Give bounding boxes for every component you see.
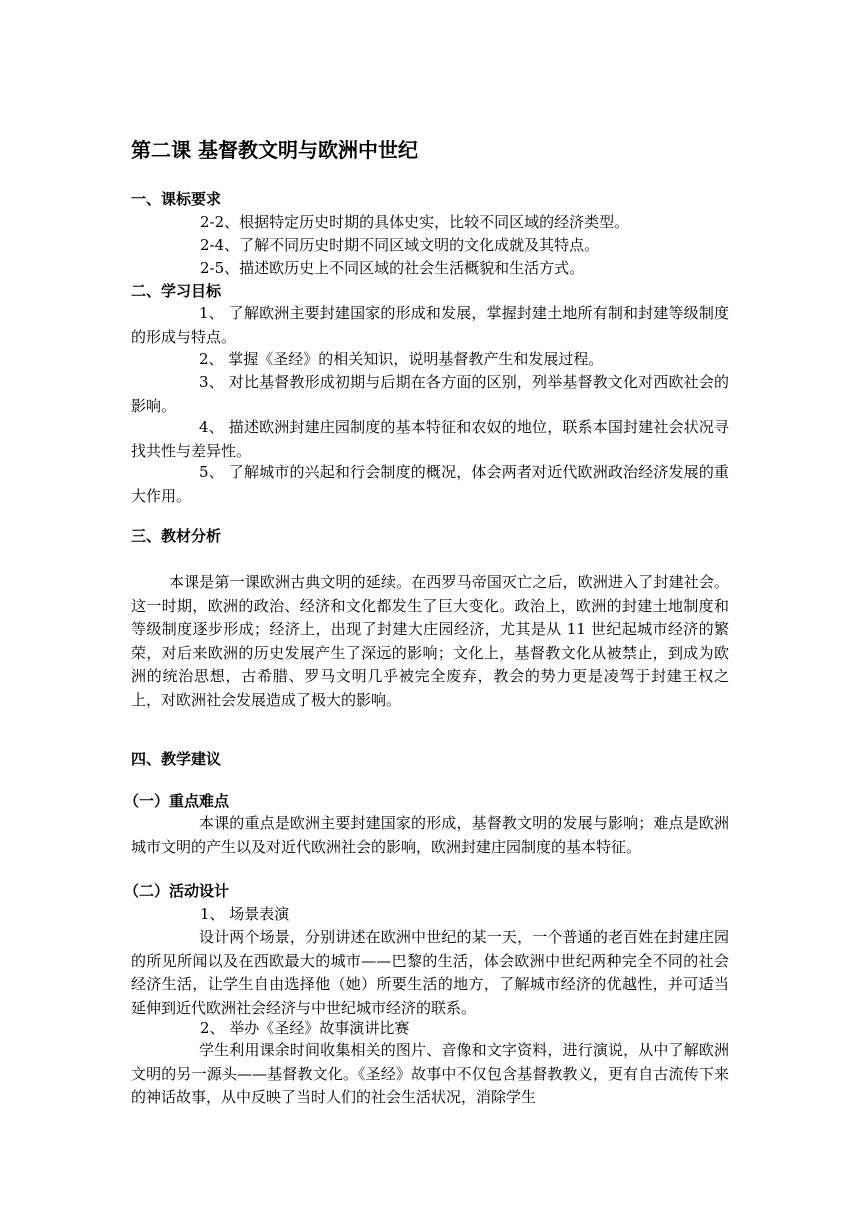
section-heading-curriculum: 一、课标要求 <box>131 190 222 208</box>
objective-item: 2、 掌握《圣经》的相关知识，说明基督教产生和发展过程。 <box>199 350 604 368</box>
activity-description: 学生利用课余时间收集相关的图片、音像和文字资料，进行演说，从中了解欧洲文明的另一源头——基督教文化。《圣经》故事中不仅包含基督教教义，更有自古流传下来的神话故事，从中反映了当时人们的社会生活状况，消除学生 <box>131 1041 729 1106</box>
curriculum-item: 2-4、了解不同历史时期不同区域文明的文化成就及其特点。 <box>200 236 600 254</box>
key-points-paragraph: 本课的重点是欧洲主要封建国家的形成，基督教文明的发展与影响；难点是欧洲城市文明的产生以及对近代欧洲社会的影响，欧洲封建庄园制度的基本特征。 <box>131 814 729 856</box>
curriculum-item: 2-2、根据特定历史时期的具体史实，比较不同区域的经济类型。 <box>200 213 630 231</box>
activity-title: 2、 举办《圣经》故事演讲比赛 <box>200 1019 410 1037</box>
subsection-heading-activities: （二）活动设计 <box>124 882 230 900</box>
curriculum-item: 2-5、描述欧历史上不同区域的社会生活概貌和生活方式。 <box>200 259 585 277</box>
section-heading-suggestions: 四、教学建议 <box>131 750 222 768</box>
activity-description: 设计两个场景，分别讲述在欧洲中世纪的某一天，一个普通的老百姓在封建庄园的所见所闻以及在西欧最大的城市——巴黎的生活，体会欧洲中世纪两种完全不同的社会经济生活，让学生自由选择他（她）所要生活的地方，了解城市经济的优越性，并可适当延伸到近代欧洲社会经济与中世纪城市经济的联系。 <box>131 928 729 1017</box>
analysis-paragraph: 本课是第一课欧洲古典文明的延续。在西罗马帝国灭亡之后，欧洲进入了封建社会。这一时期，欧洲的政治、经济和文化都发生了巨大变化。政治上，欧洲的封建土地制度和等级制度逐步形成；经济上，出现了封建大庄园经济，尤其是从 11 世纪起城市经济的繁荣，对后来欧洲的历史发展产生了深远的影响；文化上，基督教文化从被禁止，到成为欧洲的统治思想，古希腊、罗马文明几乎被完全废弃，教会的势力更是凌驾于封建王权之上，对欧洲社会发展造成了极大的影响。 <box>131 573 729 709</box>
objective-item: 5、 了解城市的兴起和行会制度的概况，体会两者对近代欧洲政治经济发展的重大作用。 <box>131 463 729 505</box>
objective-item: 1、 了解欧洲主要封建国家的形成和发展，掌握封建土地所有制和封建等级制度的形成与特点。 <box>131 304 729 346</box>
objective-item: 3、 对比基督教形成初期与后期在各方面的区别，列举基督教文化对西欧社会的影响。 <box>131 373 729 415</box>
objective-item: 4、 描述欧洲封建庄园制度的基本特征和农奴的地位，联系本国封建社会状况寻找共性与差异性。 <box>131 418 729 460</box>
section-heading-analysis: 三、教材分析 <box>131 527 222 545</box>
activity-title: 1、 场景表演 <box>200 905 290 923</box>
page-title: 第二课 基督教文明与欧洲中世纪 <box>131 138 418 162</box>
section-heading-objectives: 二、学习目标 <box>131 282 222 300</box>
subsection-heading-key-points: （一）重点难点 <box>124 792 230 810</box>
